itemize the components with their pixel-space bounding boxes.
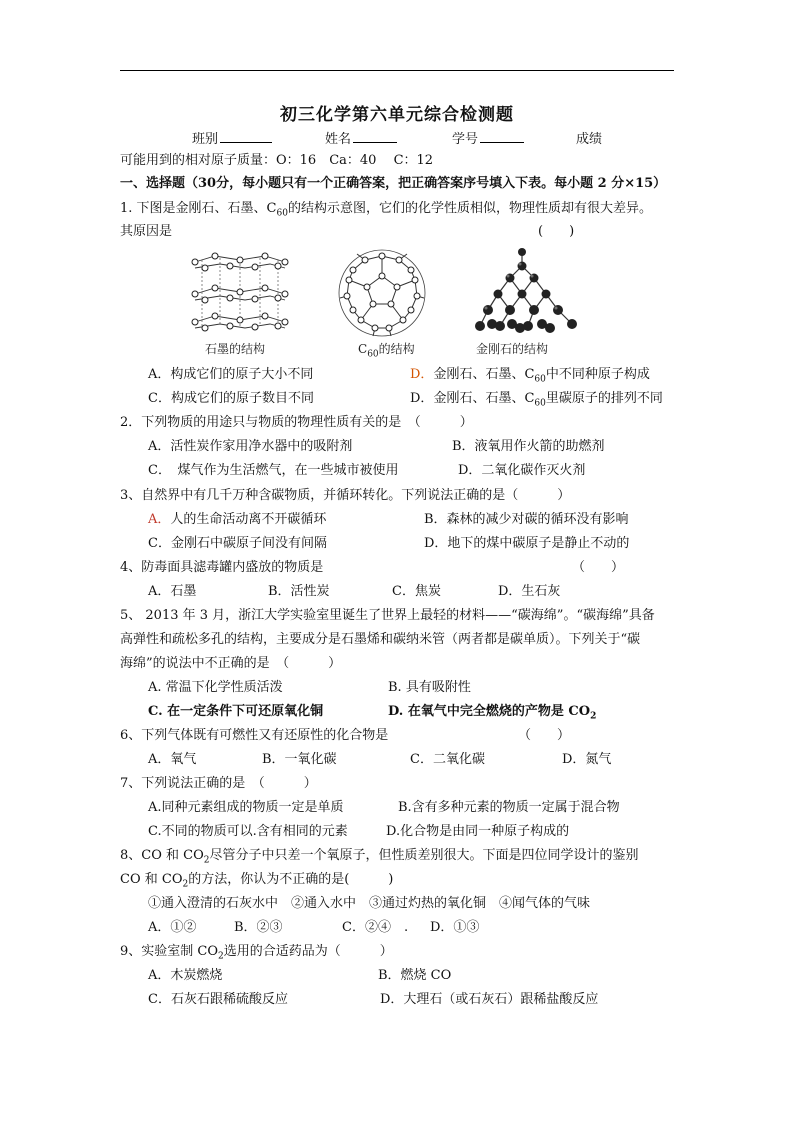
q3-option-a[interactable]: A．人的生命活动离不开碳循环 — [148, 512, 327, 527]
q1-option-a[interactable]: A．构成它们的原子大小不同 — [148, 367, 314, 382]
q5-option-c[interactable]: C. 在一定条件下可还原氧化铜 — [148, 704, 324, 719]
q1-stem: 1. 下图是金刚石、石墨、$C_{60}$的结构示意图，它们的化学性质相似，物理性质却有很大差异。 — [120, 201, 652, 219]
graphite-caption: 石墨的结构 — [205, 342, 266, 356]
q8-methods: ①通入澄清的石灰水中 ②通入水中 ③通过灼热的氧化铜 ④闻气体的气味 — [148, 896, 591, 911]
q6-option-c[interactable]: C．二氧化碳 — [410, 752, 485, 767]
diamond-caption: 金刚石的结构 — [476, 342, 549, 356]
q5-stem-line3: 海绵”的说法中不正确的是 （ ） — [120, 656, 342, 671]
name-label: 姓名 — [325, 132, 352, 147]
q7-option-b[interactable]: B.含有多种元素的物质一定属于混合物 — [398, 800, 620, 815]
q8-option-c[interactable]: C．②④ . — [342, 920, 409, 935]
q4-option-d[interactable]: D．生石灰 — [498, 584, 561, 599]
q8-stem-line2: CO 和 $CO_2$的方法，你认为不正确的是( ) — [120, 872, 394, 890]
q3-option-b[interactable]: B．森林的减少对碳的循环没有影响 — [424, 512, 629, 527]
q4-option-a[interactable]: A．石墨 — [148, 584, 197, 599]
class-field[interactable] — [192, 128, 272, 147]
number-field[interactable] — [452, 128, 524, 147]
q6-option-a[interactable]: A．氧气 — [148, 752, 197, 767]
q7-stem: 7、下列说法正确的是 （ ） — [120, 776, 317, 791]
q4-option-b[interactable]: B．活性炭 — [268, 584, 330, 599]
q3-stem: 3、自然界中有几千万种含碳物质，并循环转化。下列说法正确的是（ ） — [120, 488, 571, 503]
q6-option-d[interactable]: D．氮气 — [562, 752, 612, 767]
q8-option-d[interactable]: D．①③ — [430, 920, 480, 935]
q4-option-c[interactable]: C．焦炭 — [392, 584, 441, 599]
q1-stem-line2: 其原因是 — [120, 224, 173, 239]
q9-option-c[interactable]: C．石灰石跟稀硫酸反应 — [148, 992, 288, 1007]
q3-option-d[interactable]: D．地下的煤中碳原子是静止不动的 — [424, 536, 630, 551]
c60-caption: $C_{60}$的结构 — [358, 342, 415, 360]
q8-option-b[interactable]: B．②③ — [234, 920, 283, 935]
q4-answer-paren[interactable]: （ ） — [572, 560, 625, 575]
q8-stem-line1: 8、CO 和 $CO_2$尽管分子中只差一个氧原子，但性质差别很大。下面是四位同学设计的鉴别 — [120, 848, 639, 866]
graphite-structure-image — [190, 248, 290, 340]
q2-option-a[interactable]: A．活性炭作家用净水器中的吸附剂 — [148, 439, 353, 454]
name-field[interactable] — [325, 128, 397, 147]
class-blank[interactable] — [220, 130, 272, 143]
number-blank[interactable] — [480, 130, 524, 143]
q7-option-d[interactable]: D.化合物是由同一种原子构成的 — [386, 824, 570, 839]
diamond-structure-image — [470, 244, 580, 340]
q7-option-c[interactable]: C.不同的物质可以.含有相同的元素 — [148, 824, 348, 839]
q1-option-c[interactable]: C．构成它们的原子数目不同 — [148, 391, 314, 406]
number-label: 学号 — [452, 132, 479, 147]
q2-option-b[interactable]: B．液氧用作火箭的助燃剂 — [452, 439, 605, 454]
class-label: 班别 — [192, 132, 219, 147]
q5-option-d[interactable]: D. 在氧气中完全燃烧的产物是 $CO_2$ — [388, 704, 597, 722]
q2-stem: 2．下列物质的用途只与物质的物理性质有关的是 （ ） — [120, 415, 473, 430]
q5-stem-line1: 5、 2013 年 3 月，浙江大学实验室里诞生了世界上最轻的材料——“碳海绵”。“碳海绵”具备 — [120, 608, 655, 623]
c60-structure-image — [335, 246, 429, 340]
q1-answer-paren[interactable]: ( ) — [538, 224, 575, 239]
top-rule — [120, 70, 674, 71]
q8-option-a[interactable]: A．①② — [148, 920, 197, 935]
q2-option-d[interactable]: D．二氧化碳作灭火剂 — [458, 463, 586, 478]
q5-stem-line2: 高弹性和疏松多孔的结构，主要成分是石墨烯和碳纳米管（两者都是碳单质）。下列关于“碳 — [120, 632, 641, 647]
q9-option-a[interactable]: A．木炭燃烧 — [148, 968, 223, 983]
q6-answer-paren[interactable]: （ ） — [518, 728, 571, 743]
atomic-mass-note: 可能用到的相对原子质量：O：16 Ca：40 C：12 — [120, 153, 434, 168]
q9-option-d[interactable]: D．大理石（或石灰石）跟稀盐酸反应 — [380, 992, 599, 1007]
q9-option-b[interactable]: B．燃烧 CO — [378, 968, 452, 983]
q4-stem: 4、防毒面具滤毒罐内盛放的物质是 — [120, 560, 324, 575]
q5-option-b[interactable]: B. 具有吸附性 — [388, 680, 471, 695]
name-blank[interactable] — [353, 130, 397, 143]
q7-option-a[interactable]: A.同种元素组成的物质一定是单质 — [148, 800, 344, 815]
q2-option-c[interactable]: C． 煤气作为生活燃气，在一些城市被使用 — [148, 463, 399, 478]
q5-option-a[interactable]: A. 常温下化学性质活泼 — [148, 680, 283, 695]
q1-option-d[interactable]: D．金刚石、石墨、$C_{60}$里碳原子的排列不同 — [410, 391, 663, 409]
q6-option-b[interactable]: B．一氧化碳 — [262, 752, 337, 767]
q9-stem: 9、实验室制 $CO_2$选用的合适药品为（ ） — [120, 944, 393, 962]
section-heading: 一、选择题（30分，每小题只有一个正确答案，把正确答案序号填入下表。每小题 2 分×15） — [120, 176, 667, 191]
q6-stem: 6、下列气体既有可燃性又有还原性的化合物是 — [120, 728, 389, 743]
q1-option-b[interactable]: D．金刚石、石墨、$C_{60}$中不同种原子构成 — [410, 367, 650, 385]
score-label: 成绩 — [576, 132, 603, 147]
page-title: 初三化学第六单元综合检测题 — [280, 105, 514, 125]
q3-option-c[interactable]: C．金刚石中碳原子间没有间隔 — [148, 536, 327, 551]
